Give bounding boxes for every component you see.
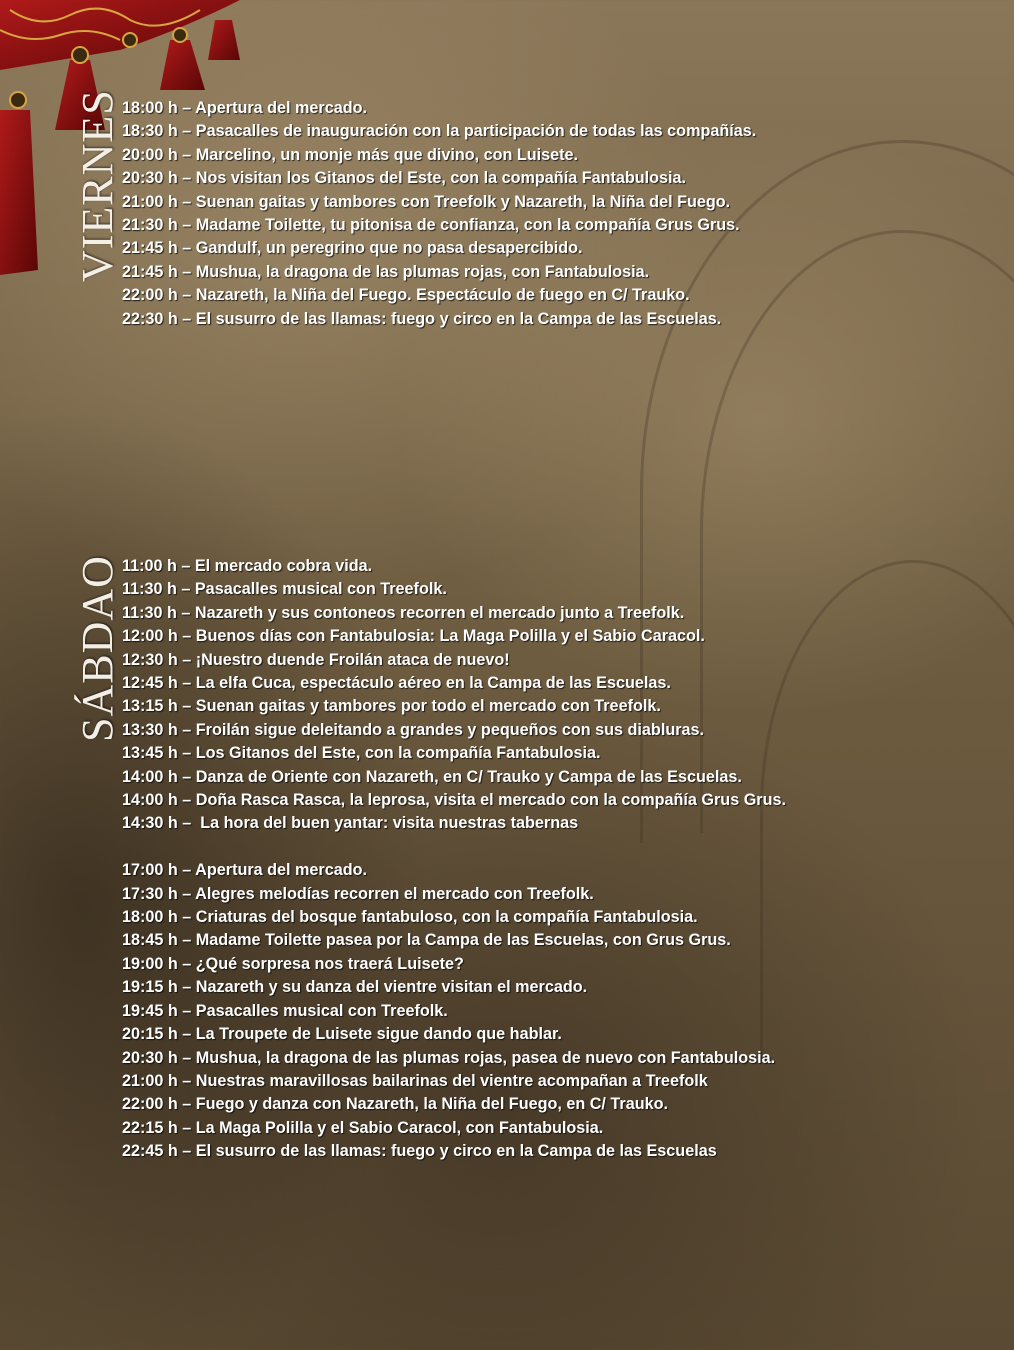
schedule-item: 22:15 h – La Maga Polilla y el Sabio Caracol, con Fantabulosia. bbox=[122, 1118, 604, 1137]
schedule-item: 18:00 h – Criaturas del bosque fantabuloso, con la compañía Fantabulosia. bbox=[122, 908, 698, 927]
schedule-item: 22:00 h – Fuego y danza con Nazareth, la Niña del Fuego, en C/ Trauko. bbox=[122, 1095, 669, 1114]
schedule-item: 14:00 h – Doña Rasca Rasca, la leprosa, visita el mercado con la compañía Grus Grus. bbox=[122, 791, 786, 810]
schedule-item: 22:00 h – Nazareth, la Niña del Fuego. Espectáculo de fuego en C/ Trauko. bbox=[122, 286, 690, 305]
schedule-item: 11:00 h – El mercado cobra vida. bbox=[122, 557, 373, 575]
day-label-sabado: SÁBDAO bbox=[73, 555, 122, 742]
schedule-item: 22:30 h – El susurro de las llamas: fuego y circo en la Campa de las Escuelas. bbox=[122, 309, 722, 328]
schedule-item: 19:15 h – Nazareth y su danza del vientre visitan el mercado. bbox=[122, 978, 588, 997]
schedule-item: 20:30 h – Nos visitan los Gitanos del Este, con la compañía Fantabulosia. bbox=[122, 169, 687, 188]
schedule-item: 13:15 h – Suenan gaitas y tambores por todo el mercado con Treefolk. bbox=[122, 697, 661, 716]
day-label-viernes: VIERNES bbox=[73, 89, 122, 282]
schedule-item: 21:00 h – Suenan gaitas y tambores con Treefolk y Nazareth, la Niña del Fuego. bbox=[122, 192, 731, 211]
schedule-item: 20:15 h – La Troupete de Luisete sigue dando que hablar. bbox=[122, 1025, 562, 1044]
schedule-item: 22:45 h – El susurro de las llamas: fuego y circo en la Campa de las Escuelas bbox=[122, 1142, 717, 1161]
schedule-item: 12:00 h – Buenos días con Fantabulosia: La Maga Polilla y el Sabio Caracol. bbox=[122, 627, 705, 646]
section-spacer bbox=[122, 836, 882, 859]
schedule-item: 20:30 h – Mushua, la dragona de las plumas rojas, pasea de nuevo con Fantabulosia. bbox=[122, 1048, 776, 1067]
schedule-item: 13:30 h – Froilán sigue deleitando a grandes y pequeños con sus diabluras. bbox=[122, 720, 705, 739]
schedule-sabado bbox=[122, 555, 882, 1164]
schedule-item: 12:45 h – La elfa Cuca, espectáculo aéreo en la Campa de las Escuelas. bbox=[122, 674, 671, 693]
schedule-item: 13:45 h – Los Gitanos del Este, con la compañía Fantabulosia. bbox=[122, 744, 601, 763]
schedule-item: 14:00 h – Danza de Oriente con Nazareth, en C/ Trauko y Campa de las Escuelas. bbox=[122, 767, 742, 786]
schedule-item: 21:00 h – Nuestras maravillosas bailarinas del vientre acompañan a Treefolk bbox=[122, 1071, 708, 1090]
schedule-item: 18:30 h – Pasacalles de inauguración con la participación de todas las compañías. bbox=[122, 122, 757, 141]
schedule-viernes bbox=[122, 97, 756, 331]
schedule-item: 21:45 h – Gandulf, un peregrino que no pasa desapercibido. bbox=[122, 239, 583, 258]
schedule-item: 19:00 h – ¿Qué sorpresa nos traerá Luisete? bbox=[122, 954, 464, 973]
schedule-item: 11:30 h – Nazareth y sus contoneos recorren el mercado junto a Treefolk. bbox=[122, 603, 685, 622]
schedule-item: 17:00 h – Apertura del mercado. bbox=[122, 861, 368, 880]
schedule-item: 21:30 h – Madame Toilette, tu pitonisa de confianza, con la compañía Grus Grus. bbox=[122, 216, 740, 235]
schedule-item: 18:00 h – Apertura del mercado. bbox=[122, 99, 368, 117]
schedule-item: 19:45 h – Pasacalles musical con Treefolk. bbox=[122, 1001, 448, 1020]
schedule-item: 11:30 h – Pasacalles musical con Treefolk. bbox=[122, 580, 447, 599]
schedule-item: 12:30 h – ¡Nuestro duende Froilán ataca de nuevo! bbox=[122, 650, 510, 669]
schedule-item: 18:45 h – Madame Toilette pasea por la Campa de las Escuelas, con Grus Grus. bbox=[122, 931, 731, 950]
schedule-item: 20:00 h – Marcelino, un monje más que divino, con Luisete. bbox=[122, 145, 579, 164]
schedule-item: 14:30 h – La hora del buen yantar: visita nuestras tabernas bbox=[122, 814, 579, 833]
schedule-item: 17:30 h – Alegres melodías recorren el mercado con Treefolk. bbox=[122, 884, 594, 903]
schedule-item: 21:45 h – Mushua, la dragona de las plumas rojas, con Fantabulosia. bbox=[122, 262, 650, 281]
